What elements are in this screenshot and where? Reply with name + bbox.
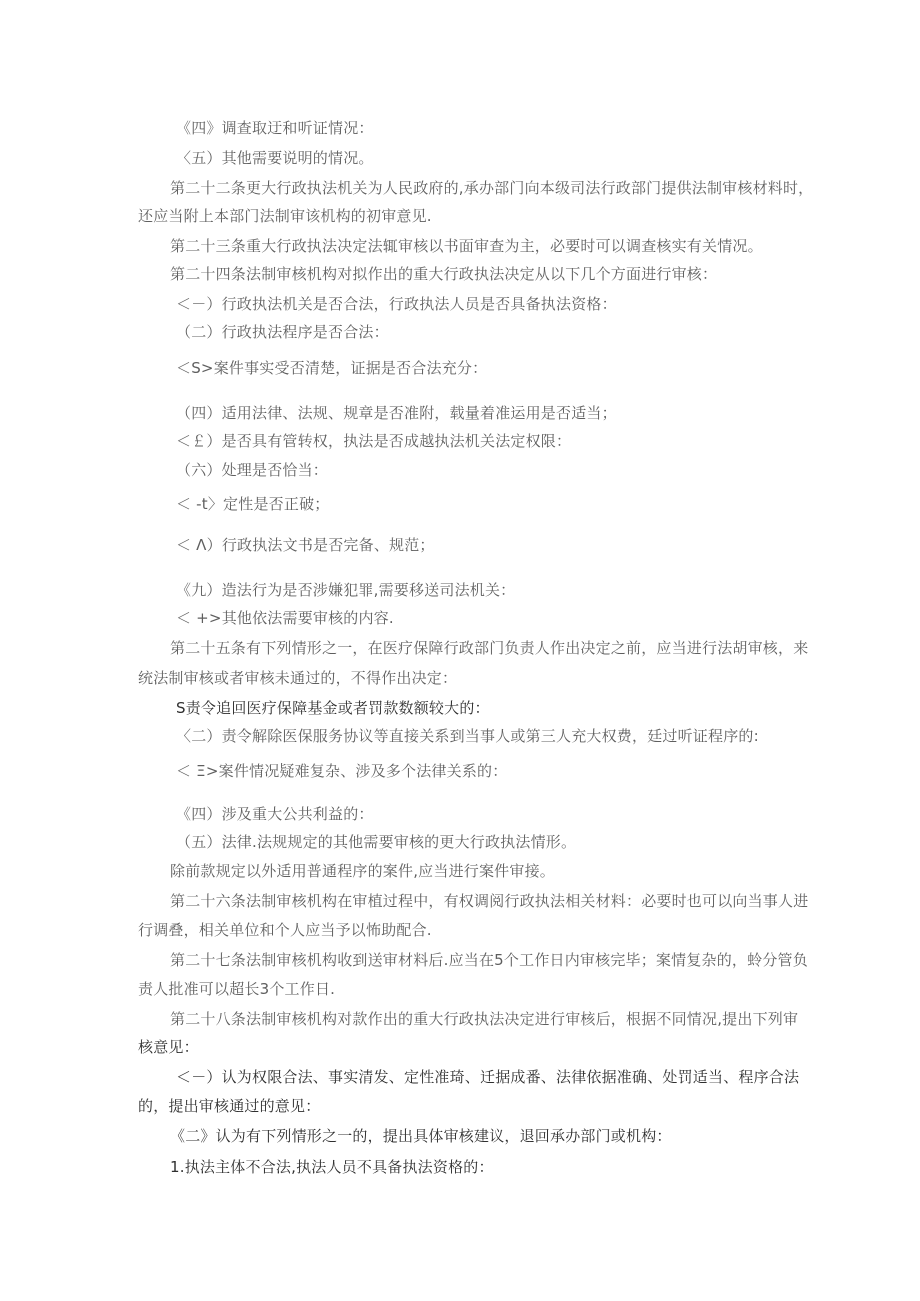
text-line-30: 核意见： <box>138 1038 199 1056</box>
text-line-7: ＜－）行政执法机关是否合法，行政执法人员是否具备执法资格： <box>176 295 617 313</box>
text-line-9: ＜S>案件事实受否清楚，证据是否合法充分： <box>176 359 488 377</box>
text-line-24: 除前款规定以外适用普通程序的案件,应当进行案件审接。 <box>170 862 555 880</box>
text-line-22: 《四）涉及重大公共利益的： <box>176 805 374 823</box>
text-line-26: 行调叠，相关单位和个人应当予以怖助配合. <box>138 921 432 939</box>
text-line-23: （五）法律.法规规定的其他需要审核的更大行政执法情形。 <box>176 833 577 851</box>
text-line-25: 第二十六条法制审核机构在审植过程中，有权调阅行政执法相关材料：必要时也可以向当事人进 <box>170 892 809 910</box>
text-line-17: 第二十五条有下列情形之一，在医疗保障行政部门负责人作出决定之前，应当进行法胡审核，来 <box>170 639 809 657</box>
text-line-33: 《二》认为有下列情形之一的，提出具体审核建议，退回承办部门或机构： <box>170 1127 672 1145</box>
text-line-34: 1.执法主体不合法,执法人员不具备执法资格的： <box>170 1158 494 1176</box>
text-line-32: 的，提出审核通过的意见： <box>138 1097 321 1115</box>
text-line-28: 责人批准可以超长3个工作日. <box>138 980 336 998</box>
text-line-16: ＜ +>其他依法需要审核的内容. <box>176 609 394 627</box>
text-line-15: 《九）造法行为是否涉嫌犯罪,需要移送司法机关： <box>176 581 516 599</box>
text-line-3: 第二十二条更大行政执法机关为人民政府的,承办部门向本级司法行政部门提供法制审核材料时， <box>170 179 814 197</box>
text-line-11: ＜￡）是否具有管转权，执法是否成越执法机关法定权限： <box>176 432 572 450</box>
text-line-29: 第二十八条法制审核机构对款作出的重大行政执法决定进行审核后，根据不同情况,提出下列审 <box>170 1010 799 1028</box>
text-line-6: 第二十四条法制审核机构对拟作出的重大行政执法决定从以下几个方面进行审核： <box>170 265 718 283</box>
text-line-10: （四）适用法律、法规、规章是否准附，载量着准运用是否适当； <box>176 404 617 422</box>
text-line-5: 第二十三条重大行政执法决定法辄审核以书面审查为主，必要时可以调查核实有关情况。 <box>170 237 763 255</box>
text-line-31: ＜－）认为权限合法、事实清发、定性准琦、迁据成番、法律依据准确、处罚适当、程序合法 <box>176 1068 800 1086</box>
text-line-18: 统法制审核或者审核未通过的，不得作出决定： <box>138 669 458 687</box>
text-line-14: ＜ Λ）行政执法文书是否完备、规范； <box>176 536 435 554</box>
text-line-21: ＜ Ξ>案件情况疑难复杂、涉及多个法律关系的： <box>176 762 508 780</box>
text-line-4: 还应当附上本部门法制审该机构的初审意见. <box>138 207 432 225</box>
text-line-1: 《四》调查取迂和听证情况： <box>176 119 374 137</box>
text-line-13: ＜ -t〉定性是否正破； <box>176 495 330 513</box>
text-line-8: （二）行政执法程序是否合法： <box>176 323 389 341</box>
text-line-27: 第二十七条法制审核机构收到送审材料后.应当在5个工作日内审核完毕；案情复杂的，蛉分管负 <box>170 951 808 969</box>
text-line-20: 〈二）责令解除医保服务协议等直接关系到当事人或第三人充大权费，廷过听证程序的: <box>176 727 759 745</box>
text-line-19: S责令追回医疗保障基金或者罚款数额较大的： <box>176 699 490 717</box>
text-line-12: （六）处理是否恰当： <box>176 461 329 479</box>
text-line-2: 〈五）其他需要说明的情况。 <box>176 149 374 167</box>
